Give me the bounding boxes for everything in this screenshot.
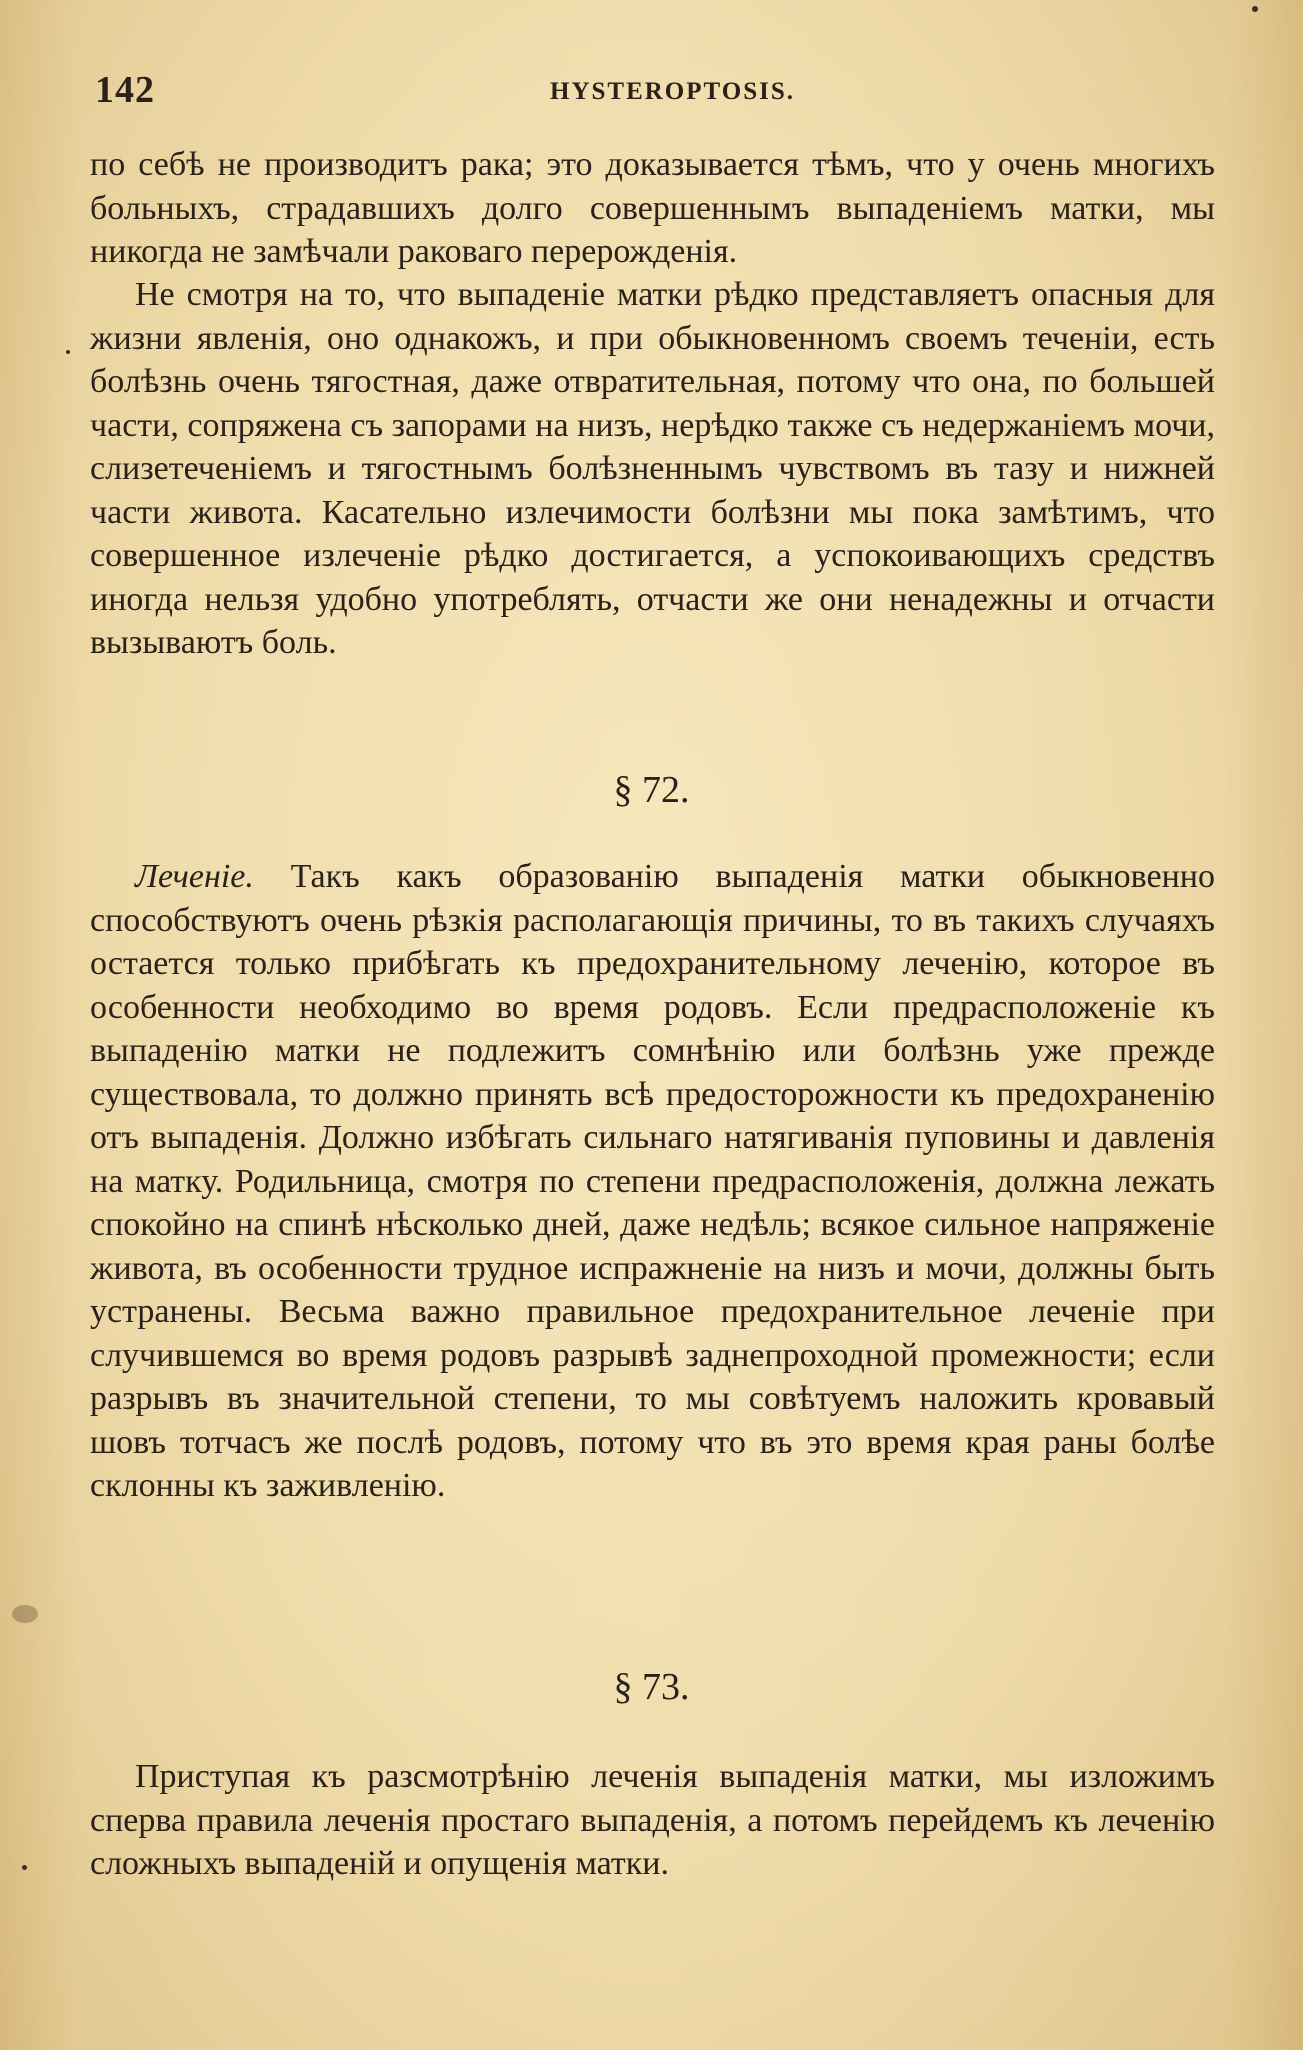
paragraph-intro-treatment: [90, 1755, 1215, 1886]
ink-speck: [22, 1865, 27, 1870]
paragraph-continuation: [90, 143, 1215, 274]
paragraph-treatment: [90, 855, 1215, 1508]
page-number: 142: [95, 69, 155, 111]
paragraph-lead-word: Леченіе.: [135, 858, 254, 895]
running-head: HYSTEROPTOSIS.: [550, 78, 795, 105]
section-heading-72: § 72.: [613, 769, 690, 811]
paragraph-text: [90, 855, 1215, 1508]
ink-speck: [1252, 6, 1258, 12]
paragraph-text: Не смотря на то, что выпаденіе матки рѣдко представляетъ опасныя для жизни явленія, оно однакожъ, и при обыкновенномъ своемъ теченіи, есть болѣзнь очень тягостная, даже отвратительная, потому что она, по большей части, сопряжена съ запорами на низъ, нерѣдко также съ недержаніемъ мочи, слизетеченіемъ и тягостнымъ болѣзненнымъ чувствомъ въ тазу и нижней части живота. Касательно излечимости болѣзни мы пока замѣтимъ, что совершенное излеченіе рѣдко достигается, а успокоивающихъ средствъ иногда нельзя удобно употреблять, отчасти же они ненадежны и отчасти вызываютъ боль.: [90, 276, 1215, 661]
paragraph-text: Приступая къ разсмотрѣнію леченія выпаденія матки, мы изложимъ сперва правила леченія простаго выпаденія, а потомъ перейдемъ къ леченію сложныхъ выпаденій и опущенія матки.: [90, 1758, 1215, 1882]
paragraph-prognosis: [90, 273, 1215, 665]
page-header: [95, 68, 1215, 118]
ink-speck: [66, 350, 70, 354]
section-heading-73: § 73.: [613, 1666, 690, 1708]
paper-stain: [12, 1605, 38, 1623]
paragraph-text: по себѣ не производитъ рака; это доказывается тѣмъ, что у очень многихъ больныхъ, страдавшихъ долго совершеннымъ выпаденіемъ матки, мы никогда не замѣчали раковаго перерожденія.: [90, 146, 1215, 270]
paragraph-body: Такъ какъ образованію выпаденія матки обыкновенно способствуютъ очень рѣзкія располагающія причины, то въ такихъ случаяхъ остается только прибѣгать къ предохранительному леченію, которое въ особенности необходимо во время родовъ. Если предрасположеніе къ выпаденію матки не подлежитъ сомнѣнію или болѣзнь уже прежде существовала, то должно принять всѣ предосторожности къ предохраненію отъ выпаденія. Должно избѣгать сильнаго натягиванія пуповины и давленія на матку. Родильница, смотря по степени предрасположенія, должна лежать спокойно на спинѣ нѣсколько дней, даже недѣль; всякое сильное напряженіе живота, въ особенности трудное испражненіе на низъ и мочи, должны быть устранены. Весьма важно правильное предохранительное леченіе при случившемся во время родовъ разрывѣ заднепроходной промежности; если разрывъ въ значительной степени, то мы совѣтуемъ наложить кровавый шовъ тотчасъ же послѣ родовъ, потому что въ это время края раны болѣе склонны къ заживленію.: [90, 858, 1215, 1504]
